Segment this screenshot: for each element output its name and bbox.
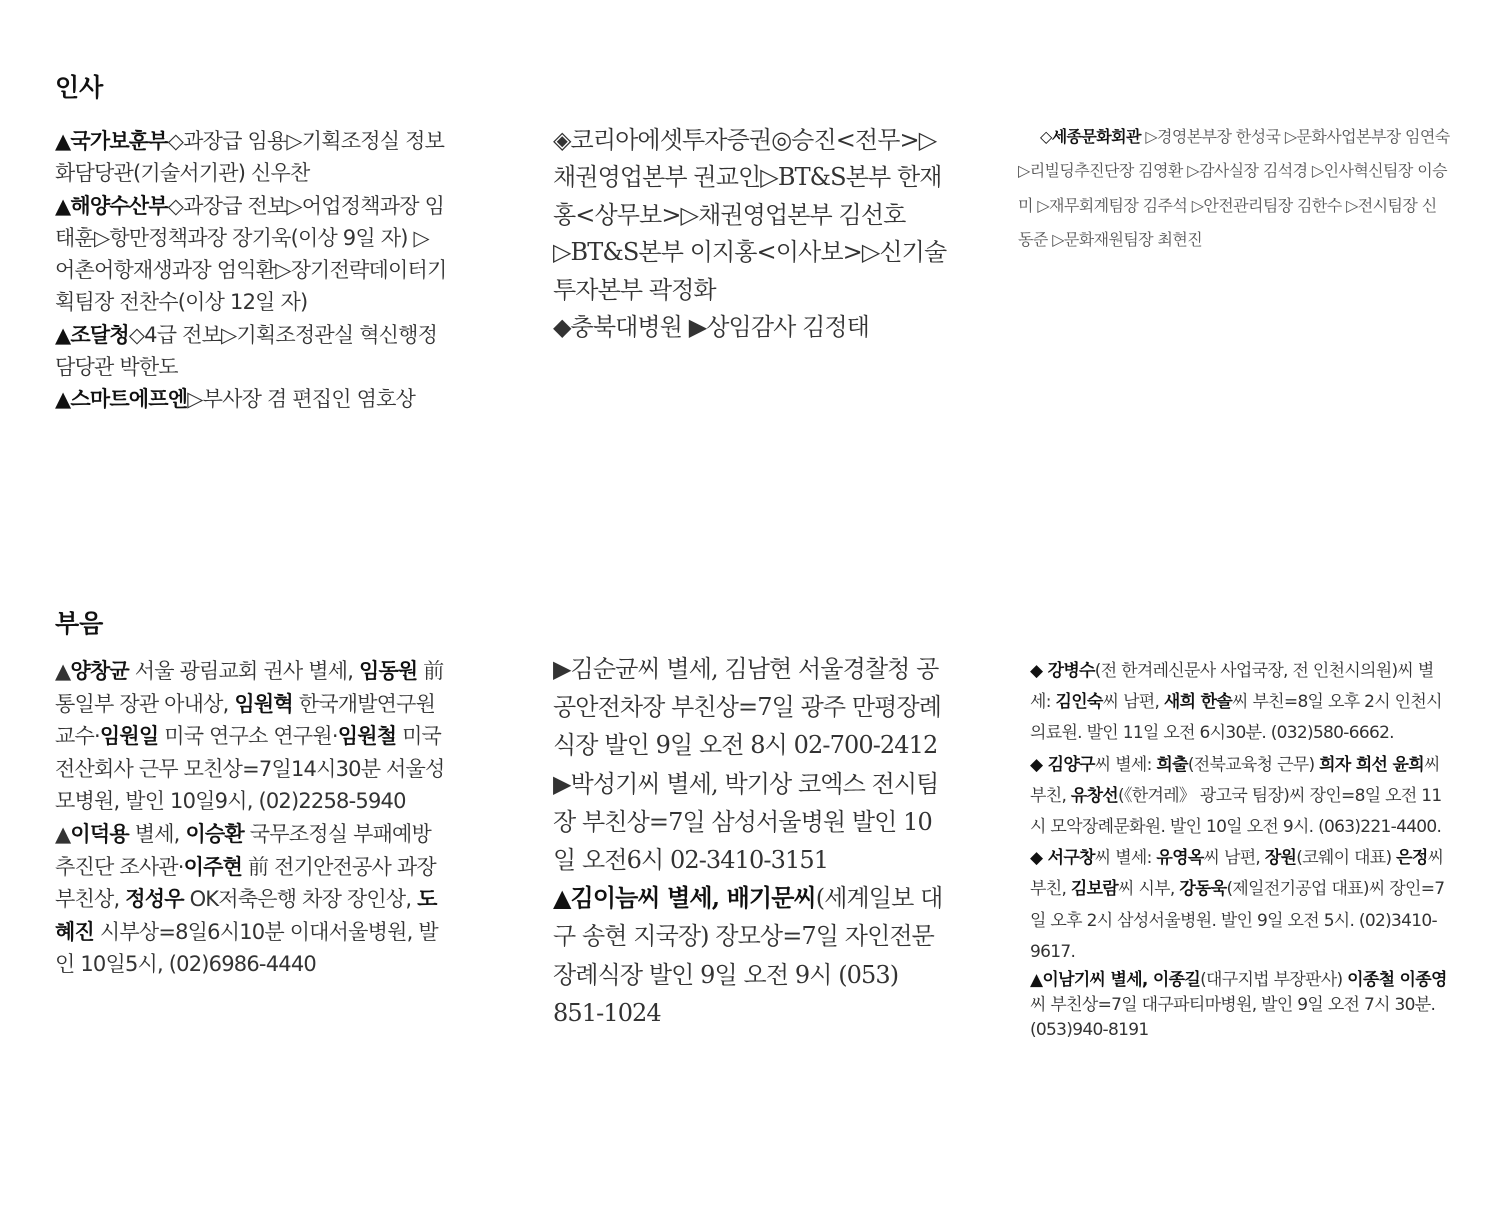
entry-text: 한국개발연구원 교수· (55, 691, 436, 749)
entry-text: ▶김순균씨 별세, 김남현 서울경찰청 공공안전차장 부친상=7일 광주 만평장례식장 발인 9일 오전 8시 02-700-2412 (553, 655, 942, 760)
entry-text: 前 전기안전공사 과장 부친상, (55, 854, 436, 912)
personnel-entry: ◈코리아에셋투자증권◎승진<전무>▷채권영업본부 권교인▷BT&S본부 한재홍<상무보>▷채권영업본부 김선호▷BT&S본부 이지홍<이사보>▷신기술투자본부 곽정화 (553, 126, 947, 304)
entry-text: 씨 부친=8일 오후 2시 인천시의료원. 발인 11일 오전 6시30분. (032)580-6662. (1030, 692, 1442, 744)
entry-text: 씨 부친, (1030, 848, 1444, 900)
person-name: 희출 (1156, 754, 1188, 775)
entry-text: 씨 남편, (1203, 848, 1265, 869)
person-name: 이승환 (185, 821, 244, 846)
obituary-entry (1030, 968, 1450, 1043)
person-name: 장원 (1264, 848, 1297, 869)
entry-text: 미국 전산회사 근무 모친상=7일14시30분 서울성모병원, 발인 10일9시, (02)2258-5940 (55, 724, 445, 814)
entry-text: 씨 별세: (1094, 848, 1157, 869)
entry-text: (전북교육청 근무) (1187, 754, 1320, 775)
entry-text: ▷부사장 겸 편집인 염호상 (187, 387, 416, 412)
entry-text: (대구지법 부장판사) (1200, 970, 1348, 991)
personnel-entry (55, 383, 447, 415)
entry-text: 미국 연구소 연구원· (158, 724, 338, 749)
person-name: 도혜진 (55, 887, 437, 944)
personnel-entry: ◆충북대병원 ▶상임감사 김정태 (553, 313, 869, 342)
obituary-entry (553, 650, 949, 765)
person-name: 임동원 (358, 659, 418, 683)
person-name: ▲이남기씨 별세, 이종길 (1030, 970, 1201, 991)
entry-text: ◇과장급 임용▷기획조정실 정보화담당관(기술서기관) 신우찬 (55, 129, 445, 186)
org-name: ▲해양수산부 (55, 193, 168, 218)
entry-text: (코웨이 대표) (1296, 848, 1397, 869)
entry-text: 前 통일부 장관 아내상, (55, 659, 444, 716)
person-name: 이덕용 (70, 821, 129, 846)
obituary-entry (1030, 843, 1450, 968)
obituary-entry (1030, 750, 1450, 844)
personnel-entry (55, 190, 447, 319)
person-name: 은정 (1396, 848, 1428, 869)
person-name: 임원일 (99, 724, 159, 749)
entry-text: (세계일보 대구 송현 지국장) 장모상=7일 자인전문장례식장 발인 9일 오전 9시 (053) 851-1024 (553, 884, 943, 1027)
person-name: 임원혁 (234, 691, 293, 716)
org-name: ◇세종문화회관 (1040, 127, 1141, 146)
person-name: 희자 희선 윤희 (1319, 754, 1424, 775)
entry-text: 별세, (128, 821, 186, 846)
personnel-column-3 (1018, 120, 1450, 258)
person-name: 새희 한솔 (1163, 692, 1233, 713)
entry-text: OK저축은행 차장 장인상, (183, 887, 418, 912)
entry-text: 서울 광림교회 권사 별세, (128, 659, 359, 683)
section-title-obituaries: 부음 (55, 609, 104, 638)
entry-text: ◇4급 전보▷기획조정관실 혁신행정담당관 박한도 (55, 322, 438, 380)
person-name: 유영옥 (1156, 848, 1204, 869)
personnel-entry (55, 319, 447, 384)
section-title-personnel: 인사 (55, 73, 104, 102)
entry-text: (《한겨레》 광고국 팀장)씨 장인=8일 오전 11시 모악장례문화원. 발인 10일 오전 9시. (063)221-4400. (1030, 785, 1442, 838)
org-name: ▲조달청 (55, 322, 129, 347)
person-name: 양창균 (70, 659, 129, 683)
entry-text: ▶박성기씨 별세, 박기상 코엑스 전시팀장 부친상=7일 삼성서울병원 발인 10일 오전6시 02-3410-3151 (553, 769, 939, 875)
obituaries-column-3 (1030, 656, 1450, 1043)
obituary-entry (55, 818, 447, 981)
obituary-entry (553, 879, 949, 1032)
org-name: ▲국가보훈부 (55, 129, 168, 153)
person-name: 김인숙 (1055, 692, 1103, 713)
entry-text: (제일전기공업 대표)씨 장인=7일 오후 2시 삼성서울병원. 발인 9일 오전 5시. (02)3410-9617. (1030, 879, 1445, 962)
person-name: 유창선 (1070, 785, 1119, 806)
person-name: ◆ 김양구 (1030, 754, 1095, 775)
person-name: ◆ 서구창 (1030, 848, 1095, 869)
entry-text: ▲ (55, 659, 71, 683)
entry-text: 씨 부친상=7일 대구파티마병원, 발인 9일 오전 7시 30분. (053)940-8191 (1030, 995, 1436, 1041)
personnel-entry (1018, 120, 1450, 258)
person-name: ▲김이늠씨 별세, 배기문씨 (553, 883, 816, 913)
person-name: 이종철 이종영 (1347, 970, 1447, 991)
entry-text: 씨 시부, (1118, 879, 1180, 900)
entry-text: 씨 별세: (1094, 754, 1157, 775)
entry-text: 국무조정실 부패예방추진단 조사관· (55, 821, 432, 879)
obituaries-column-1 (55, 655, 447, 981)
obituaries-column-2 (553, 650, 949, 1032)
obituary-entry (55, 655, 447, 818)
person-name: 정성우 (125, 887, 184, 912)
person-name: ◆ 강병수 (1030, 661, 1095, 681)
personnel-column-2 (553, 122, 949, 346)
obituary-entry (553, 765, 949, 880)
person-name: 강동욱 (1179, 879, 1227, 900)
entry-text: 씨 부친, (1030, 754, 1440, 806)
entry-text: ▷경영본부장 한성국 ▷문화사업본부장 임연숙 ▷리빌딩추진단장 김영환 ▷감사실장 김석경 ▷인사혁신팀장 이승미 ▷재무회계팀장 김주석 ▷안전관리팀장 김한수 ▷전시팀장 신동준 ▷문화재원팀장 최현진 (1018, 127, 1450, 250)
entry-text: 시부상=8일6시10분 이대서울병원, 발인 10일5시, (02)6986-4440 (55, 919, 438, 977)
personnel-entry (55, 125, 447, 190)
obituary-entry (1030, 656, 1450, 750)
entry-text: ▲ (55, 821, 71, 846)
personnel-column-1 (55, 125, 447, 416)
person-name: 임원철 (337, 724, 397, 749)
entry-text: (전 한겨레신문사 사업국장, 전 인천시의원)씨 별세: (1030, 661, 1434, 713)
entry-text: 씨 남편, (1102, 692, 1164, 713)
person-name: 김보람 (1070, 879, 1119, 900)
person-name: 이주현 (183, 854, 243, 879)
entry-text: ◇과장급 전보▷어업정책과장 임태훈▷항만정책과장 장기욱(이상 9일 자) ▷어촌어항재생과장 엄익환▷장기전략데이터기획팀장 전찬수(이상 12일 자) (55, 193, 447, 315)
org-name: ▲스마트에프엔 (55, 387, 188, 412)
